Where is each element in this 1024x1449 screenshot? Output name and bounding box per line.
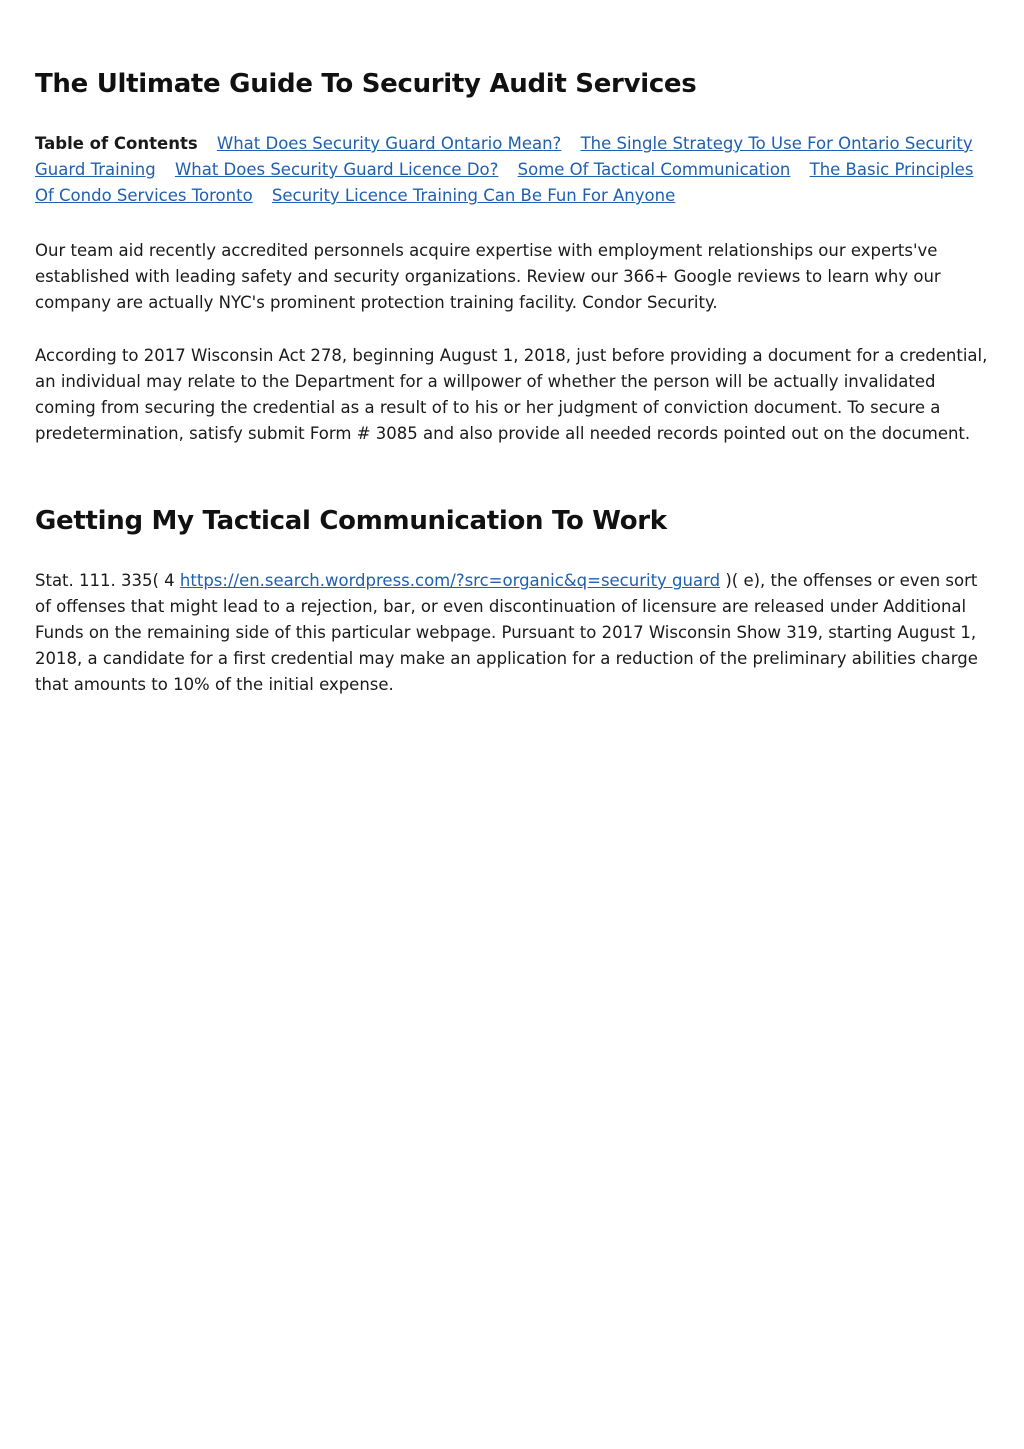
statute-text-after: )( e), the offenses or even sort of offenses that might lead to a rejection, bar, or even discontinuation of licensure are released under Additional Funds on the remaining side of this particular webpage. Pursuant to 2017 Wisconsin Show 319, starting August 1, 2018, a candidate for a first credential may make an application for a reduction of the preliminary abilities charge that amounts to 10% of the initial expense. <box>35 571 978 694</box>
toc-link-security-guard-ontario[interactable]: What Does Security Guard Ontario Mean? <box>216 134 562 153</box>
statute-paragraph <box>35 568 990 698</box>
statute-text-before: Stat. 111. 335( 4 <box>35 571 180 590</box>
intro-paragraph: Our team aid recently accredited personnels acquire expertise with employment relationships our experts've established with leading safety and security organizations. Review our 366+ Google reviews to learn why our company are actually NYC's prominent protection training facility. Condor Security. <box>35 241 941 312</box>
toc-label: Table of Contents <box>35 134 198 153</box>
toc-link-condo-services-toronto[interactable]: The Basic Principles Of Condo Services Toronto <box>35 160 974 205</box>
toc-link-security-guard-licence[interactable]: What Does Security Guard Licence Do? <box>174 160 499 179</box>
toc-link-security-licence-training[interactable]: Security Licence Training Can Be Fun For Anyone <box>271 186 676 205</box>
wisconsin-act-paragraph: According to 2017 Wisconsin Act 278, beginning August 1, 2018, just before providing a document for a credential, an individual may relate to the Department for a willpower of whether the person will be actually invalidated coming from securing the credential as a result of to his or her judgment of conviction document. To secure a predetermination, satisfy submit Form # 3085 and also provide all needed records pointed out on the document. <box>35 346 988 443</box>
wordpress-search-link[interactable]: https://en.search.wordpress.com/?src=organic&q=security guard <box>179 571 721 590</box>
toc-link-single-strategy[interactable]: The Single Strategy To Use For Ontario Security Guard Training <box>35 134 973 179</box>
section-heading: Getting My Tactical Communication To Work <box>35 506 667 536</box>
toc-link-tactical-communication[interactable]: Some Of Tactical Communication <box>517 160 791 179</box>
page-title: The Ultimate Guide To Security Audit Services <box>35 69 697 99</box>
table-of-contents <box>35 131 990 209</box>
